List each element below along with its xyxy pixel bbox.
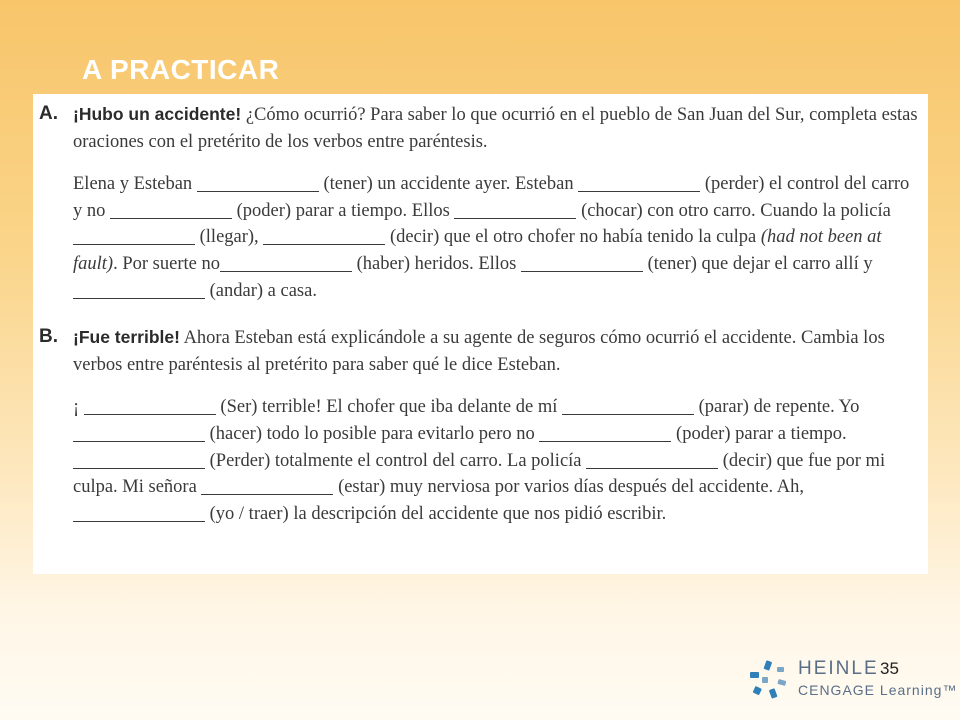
blank-a1[interactable] xyxy=(197,173,319,193)
blank-b5[interactable] xyxy=(73,449,205,469)
exercise-a-instructions xyxy=(73,101,918,155)
blank-a9[interactable] xyxy=(73,279,205,299)
slide-title: A PRACTICAR xyxy=(82,54,280,85)
heinle-cengage-logo xyxy=(748,655,958,705)
blank-a6[interactable] xyxy=(263,226,385,246)
text-segment: (andar) a casa. xyxy=(205,280,317,301)
exercise-a-letter: A. xyxy=(39,103,58,124)
blank-a8[interactable] xyxy=(521,252,643,272)
logo-cengage-learning: CENGAGE Learning™ xyxy=(798,682,958,698)
text-segment: (chocar) con otro carro. Cuando la policía xyxy=(576,200,891,221)
text-segment: . Por suerte no xyxy=(113,253,220,274)
blank-b8[interactable] xyxy=(73,502,205,522)
blank-b1[interactable] xyxy=(84,396,216,416)
page-number: 35 xyxy=(880,659,899,678)
exercise-b-letter: B. xyxy=(39,326,58,348)
text-segment: (decir) que fue por mi culpa. Mi señora xyxy=(73,450,886,498)
blank-b4[interactable] xyxy=(539,422,671,442)
exercise-a-title: ¡Hubo un accidente! xyxy=(73,104,242,124)
exercise-a-paragraph xyxy=(73,171,918,304)
text-segment: (estar) muy nerviosa por varios días después del accidente. Ah, xyxy=(333,477,805,498)
exercise-a xyxy=(39,101,918,304)
blank-a4[interactable] xyxy=(454,199,576,219)
blank-b2[interactable] xyxy=(562,396,694,416)
blank-a2[interactable] xyxy=(578,173,700,193)
text-segment: (decir) que el otro chofer no había tenido la culpa xyxy=(385,227,761,248)
cengage-star-icon xyxy=(748,659,790,701)
text-segment: (Perder) totalmente el control del carro. La policía xyxy=(205,450,587,471)
text-segment: (tener) un accidente ayer. Esteban xyxy=(318,174,579,195)
text-segment: (poder) parar a tiempo. xyxy=(671,423,847,444)
text-segment: (Ser) terrible! El chofer que iba delante de mí xyxy=(215,397,563,418)
exercise-b-instructions-text: Ahora Esteban está explicándole a su agente de seguros cómo ocurrió el accidente. Cambia los verbos entre paréntesis al pretérito para saber qué le dice Esteban. xyxy=(73,328,885,375)
italic-gloss: (had not been at fault) xyxy=(73,227,882,274)
exercise-b xyxy=(39,324,918,527)
exercise-b-title: ¡Fue terrible! xyxy=(73,327,180,348)
blank-a5[interactable] xyxy=(73,226,195,246)
text-segment: ¡ xyxy=(73,397,84,418)
text-segment: Elena y Esteban xyxy=(73,174,197,195)
text-segment: (llegar), xyxy=(195,227,264,248)
text-segment: (parar) de repente. Yo xyxy=(694,397,860,418)
blank-b3[interactable] xyxy=(73,422,205,442)
exercise-card xyxy=(33,94,928,574)
exercise-b-paragraph xyxy=(73,394,918,527)
text-segment: (haber) heridos. Ellos xyxy=(351,253,521,274)
logo-heinle: HEINLE xyxy=(798,658,879,679)
text-segment: (perder) el control del carro y no xyxy=(73,174,910,221)
text-segment: (poder) parar a tiempo. Ellos xyxy=(232,200,455,221)
text-segment: (yo / traer) la descripción del accidente que nos pidió escribir. xyxy=(205,503,667,524)
exercise-a-instructions-text: ¿Cómo ocurrió? Para saber lo que ocurrió en el pueblo de San Juan del Sur, completa estas oraciones con el pretérito de los verbos entre paréntesis. xyxy=(73,105,918,152)
text-segment: (hacer) todo lo posible para evitarlo pero no xyxy=(205,423,540,444)
blank-b7[interactable] xyxy=(201,476,333,496)
blank-a3[interactable] xyxy=(110,199,232,219)
exercise-b-instructions xyxy=(73,324,918,378)
text-segment: (tener) que dejar el carro allí y xyxy=(643,253,873,274)
blank-b6[interactable] xyxy=(586,449,718,469)
blank-a7[interactable] xyxy=(220,252,352,272)
